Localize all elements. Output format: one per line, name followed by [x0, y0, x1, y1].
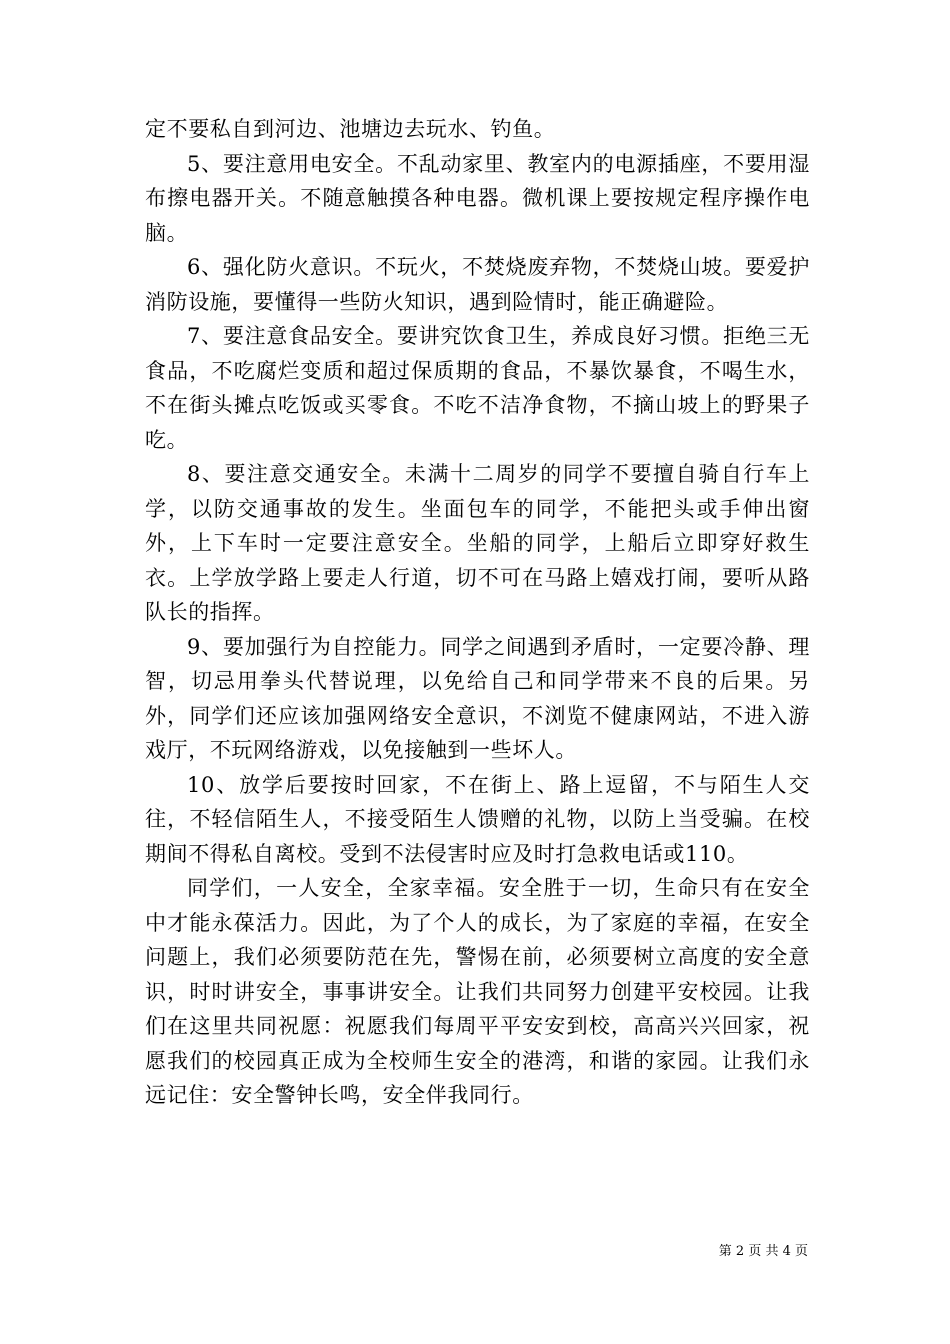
paragraph-item-9: 9、要加强行为自控能力。同学之间遇到矛盾时，一定要冷静、理智，切忌用拳头代替说理，以免给自己和同学带来不良的后果。另外，同学们还应该加强网络安全意识，不浏览不健康网站，不进入游戏厅，不玩网络游戏，以免接触到一些坏人。 [145, 634, 810, 762]
page-number-footer: 第 2 页 共 4 页 [718, 1244, 808, 1259]
paragraph-item-10: 10、放学后要按时回家，不在街上、路上逗留，不与陌生人交往，不轻信陌生人，不接受陌生人馈赠的礼物，以防上当受骗。在校期间不得私自离校。受到不法侵害时应及时打急救电话或110。 [145, 772, 810, 866]
paragraph-continued: 定不要私自到河边、池塘边去玩水、钓鱼。 [145, 117, 556, 141]
paragraph-item-8: 8、要注意交通安全。未满十二周岁的同学不要擅自骑自行车上学，以防交通事故的发生。坐面包车的同学，不能把头或手伸出窗外，上下车时一定要注意安全。坐船的同学，上船后立即穿好救生衣。上学放学路上要走人行道，切不可在马路上嬉戏打闹，要听从路队长的指挥。 [145, 462, 810, 624]
document-body [145, 112, 810, 1113]
paragraph-item-6: 6、强化防火意识。不玩火，不焚烧废弃物，不焚烧山坡。要爱护消防设施，要懂得一些防火知识，遇到险情时，能正确避险。 [145, 255, 810, 314]
paragraph-closing: 同学们，一人安全，全家幸福。安全胜于一切，生命只有在安全中才能永葆活力。因此，为了个人的成长，为了家庭的幸福，在安全问题上，我们必须要防范在先，警惕在前，必须要树立高度的安全意识，时时讲安全，事事讲安全。让我们共同努力创建平安校园。让我们在这里共同祝愿：祝愿我们每周平平安安到校，高高兴兴回家，祝愿我们的校园真正成为全校师生安全的港湾，和谐的家园。让我们永远记住：安全警钟长鸣，安全伴我同行。 [145, 876, 810, 1107]
paragraph-item-7: 7、要注意食品安全。要讲究饮食卫生，养成良好习惯。拒绝三无食品，不吃腐烂变质和超过保质期的食品，不暴饮暴食，不喝生水，不在街头摊点吃饭或买零食。不吃不洁净食物，不摘山坡上的野果子吃。 [145, 324, 810, 452]
paragraph-item-5: 5、要注意用电安全。不乱动家里、教室内的电源插座，不要用湿布擦电器开关。不随意触摸各种电器。微机课上要按规定程序操作电脑。 [145, 151, 810, 245]
